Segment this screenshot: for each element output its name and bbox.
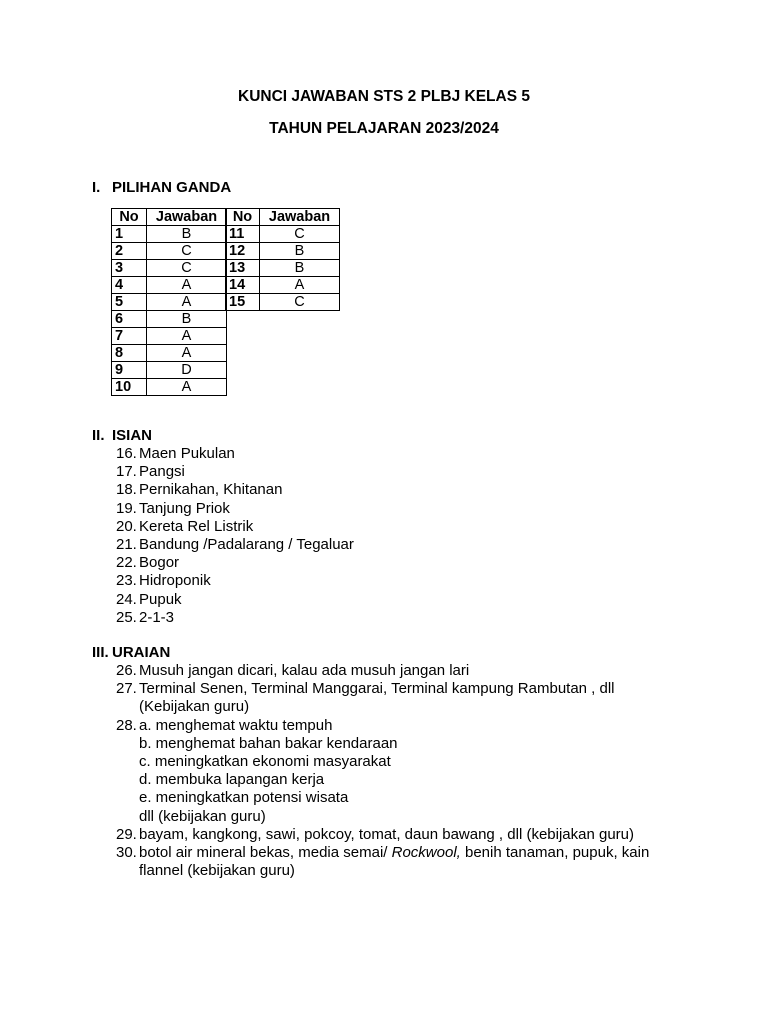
row-no: 5 xyxy=(112,294,147,311)
item-text-line1: Terminal Senen, Terminal Manggarai, Terminal kampung Rambutan , dll xyxy=(139,680,615,698)
row-no: 8 xyxy=(112,345,147,362)
sub-answer-b: b. menghemat bahan bakar kendaraan xyxy=(139,734,398,752)
item-text: bayam, kangkong, sawi, pokcoy, tomat, daun bawang , dll (kebijakan guru) xyxy=(139,825,634,843)
row-no: 6 xyxy=(112,311,147,328)
sub-answer-note: dll (kebijakan guru) xyxy=(139,807,266,825)
row-answer: B xyxy=(147,226,227,243)
item-text: 2-1-3 xyxy=(139,608,175,626)
list-item xyxy=(116,500,354,518)
table-row xyxy=(112,345,227,362)
item-number: 16. xyxy=(116,445,137,462)
row-no: 4 xyxy=(112,277,147,294)
row-no: 14 xyxy=(226,277,260,294)
item-number: 21. xyxy=(116,536,137,554)
list-item xyxy=(116,609,354,627)
item-number: 30. xyxy=(116,844,137,862)
item-text: Tanjung Priok xyxy=(139,499,230,517)
item-text: Kereta Rel Listrik xyxy=(139,517,254,535)
row-answer: A xyxy=(260,277,340,294)
section-number: I. xyxy=(92,179,101,196)
header-no: No xyxy=(112,209,147,226)
row-answer: A xyxy=(147,277,227,294)
list-item xyxy=(116,481,354,499)
uraian-answer-list xyxy=(116,662,676,880)
item-text: Pernikahan, Khitanan xyxy=(139,481,283,499)
table-row xyxy=(226,243,340,260)
sub-answer-a: a. menghemat waktu tempuh xyxy=(139,716,333,734)
item-number: 29. xyxy=(116,825,137,843)
row-no: 3 xyxy=(112,260,147,277)
item-text: Bandung /Padalarang / Tegaluar xyxy=(139,536,354,554)
row-answer: B xyxy=(260,243,340,260)
item-text-line2: (Kebijakan guru) xyxy=(139,698,250,716)
header-jawaban: Jawaban xyxy=(260,209,340,226)
list-item xyxy=(116,572,354,590)
section-label: PILIHAN GANDA xyxy=(112,179,232,196)
item-number: 25. xyxy=(116,608,137,626)
answer-table-11-15 xyxy=(225,208,340,311)
table-row xyxy=(112,379,227,396)
table-row xyxy=(112,328,227,345)
table-row xyxy=(112,362,227,379)
table-row xyxy=(112,277,227,294)
table-row xyxy=(112,226,227,243)
table-row xyxy=(226,226,340,243)
doc-title-line2: TAHUN PELAJARAN 2023/2024 xyxy=(269,120,499,137)
list-item xyxy=(116,554,354,572)
table-row xyxy=(226,277,340,294)
item-number: 26. xyxy=(116,662,137,679)
item-text: Pangsi xyxy=(139,463,185,481)
item-number: 19. xyxy=(116,499,137,517)
item-number: 22. xyxy=(116,554,137,572)
section-number: III. xyxy=(92,644,109,661)
section-label: URAIAN xyxy=(112,644,171,661)
item-number: 20. xyxy=(116,517,137,535)
row-answer: A xyxy=(147,294,227,311)
table-row xyxy=(112,311,227,328)
row-answer: A xyxy=(147,345,227,362)
list-item xyxy=(116,536,354,554)
row-answer: A xyxy=(147,379,227,396)
row-answer: C xyxy=(260,226,340,243)
item-text: Maen Pukulan xyxy=(139,445,235,462)
list-item xyxy=(116,844,676,880)
table-row xyxy=(112,260,227,277)
sub-answer-d: d. membuka lapangan kerja xyxy=(139,771,325,789)
table-row xyxy=(112,294,227,311)
item-number: 28. xyxy=(116,716,137,734)
row-no: 11 xyxy=(226,226,260,243)
list-item xyxy=(116,662,676,680)
answer-table-1-10 xyxy=(111,208,227,396)
row-answer: B xyxy=(147,311,227,328)
row-no: 2 xyxy=(112,243,147,260)
section-heading-uraian xyxy=(92,644,170,661)
row-no: 13 xyxy=(226,260,260,277)
item-text: Musuh jangan dicari, kalau ada musuh jangan lari xyxy=(139,662,470,679)
item-text-post: benih tanaman, pupuk, kain xyxy=(460,844,650,862)
table-header-row xyxy=(112,209,227,226)
table-row xyxy=(226,260,340,277)
row-no: 12 xyxy=(226,243,260,260)
item-text-pre: botol air mineral bekas, media semai/ xyxy=(139,844,392,862)
list-item xyxy=(116,680,676,716)
row-no: 10 xyxy=(112,379,147,396)
list-item xyxy=(116,717,676,826)
list-item xyxy=(116,445,354,463)
item-number: 17. xyxy=(116,463,137,481)
header-no: No xyxy=(226,209,260,226)
row-answer: C xyxy=(147,260,227,277)
item-number: 24. xyxy=(116,590,137,608)
section-heading-pilihan-ganda xyxy=(92,179,231,196)
list-item xyxy=(116,463,354,481)
item-number: 27. xyxy=(116,680,137,698)
row-answer: A xyxy=(147,328,227,345)
list-item xyxy=(116,826,676,844)
item-number: 23. xyxy=(116,572,137,590)
table-header-row xyxy=(226,209,340,226)
item-text-line2: flannel (kebijakan guru) xyxy=(139,862,295,880)
sub-answer-e: e. meningkatkan potensi wisata xyxy=(139,789,349,807)
row-no: 9 xyxy=(112,362,147,379)
table-row xyxy=(226,294,340,311)
row-answer: C xyxy=(260,294,340,311)
sub-answer-c: c. meningkatkan ekonomi masyarakat xyxy=(139,753,391,771)
row-answer: C xyxy=(147,243,227,260)
section-label: ISIAN xyxy=(112,427,153,444)
header-jawaban: Jawaban xyxy=(147,209,227,226)
section-number: II. xyxy=(92,427,105,444)
item-text: Hidroponik xyxy=(139,572,211,590)
row-answer: B xyxy=(260,260,340,277)
item-text-italic: Rockwool, xyxy=(391,844,461,862)
list-item xyxy=(116,518,354,536)
item-number: 18. xyxy=(116,481,137,499)
isian-answer-list xyxy=(116,445,354,627)
doc-title-line1: KUNCI JAWABAN STS 2 PLBJ KELAS 5 xyxy=(238,88,530,105)
table-row xyxy=(112,243,227,260)
row-no: 1 xyxy=(112,226,147,243)
item-text: Bogor xyxy=(139,554,180,572)
row-no: 7 xyxy=(112,328,147,345)
row-no: 15 xyxy=(226,294,260,311)
list-item xyxy=(116,591,354,609)
row-answer: D xyxy=(147,362,227,379)
section-heading-isian xyxy=(92,427,152,444)
item-text: Pupuk xyxy=(139,590,182,608)
